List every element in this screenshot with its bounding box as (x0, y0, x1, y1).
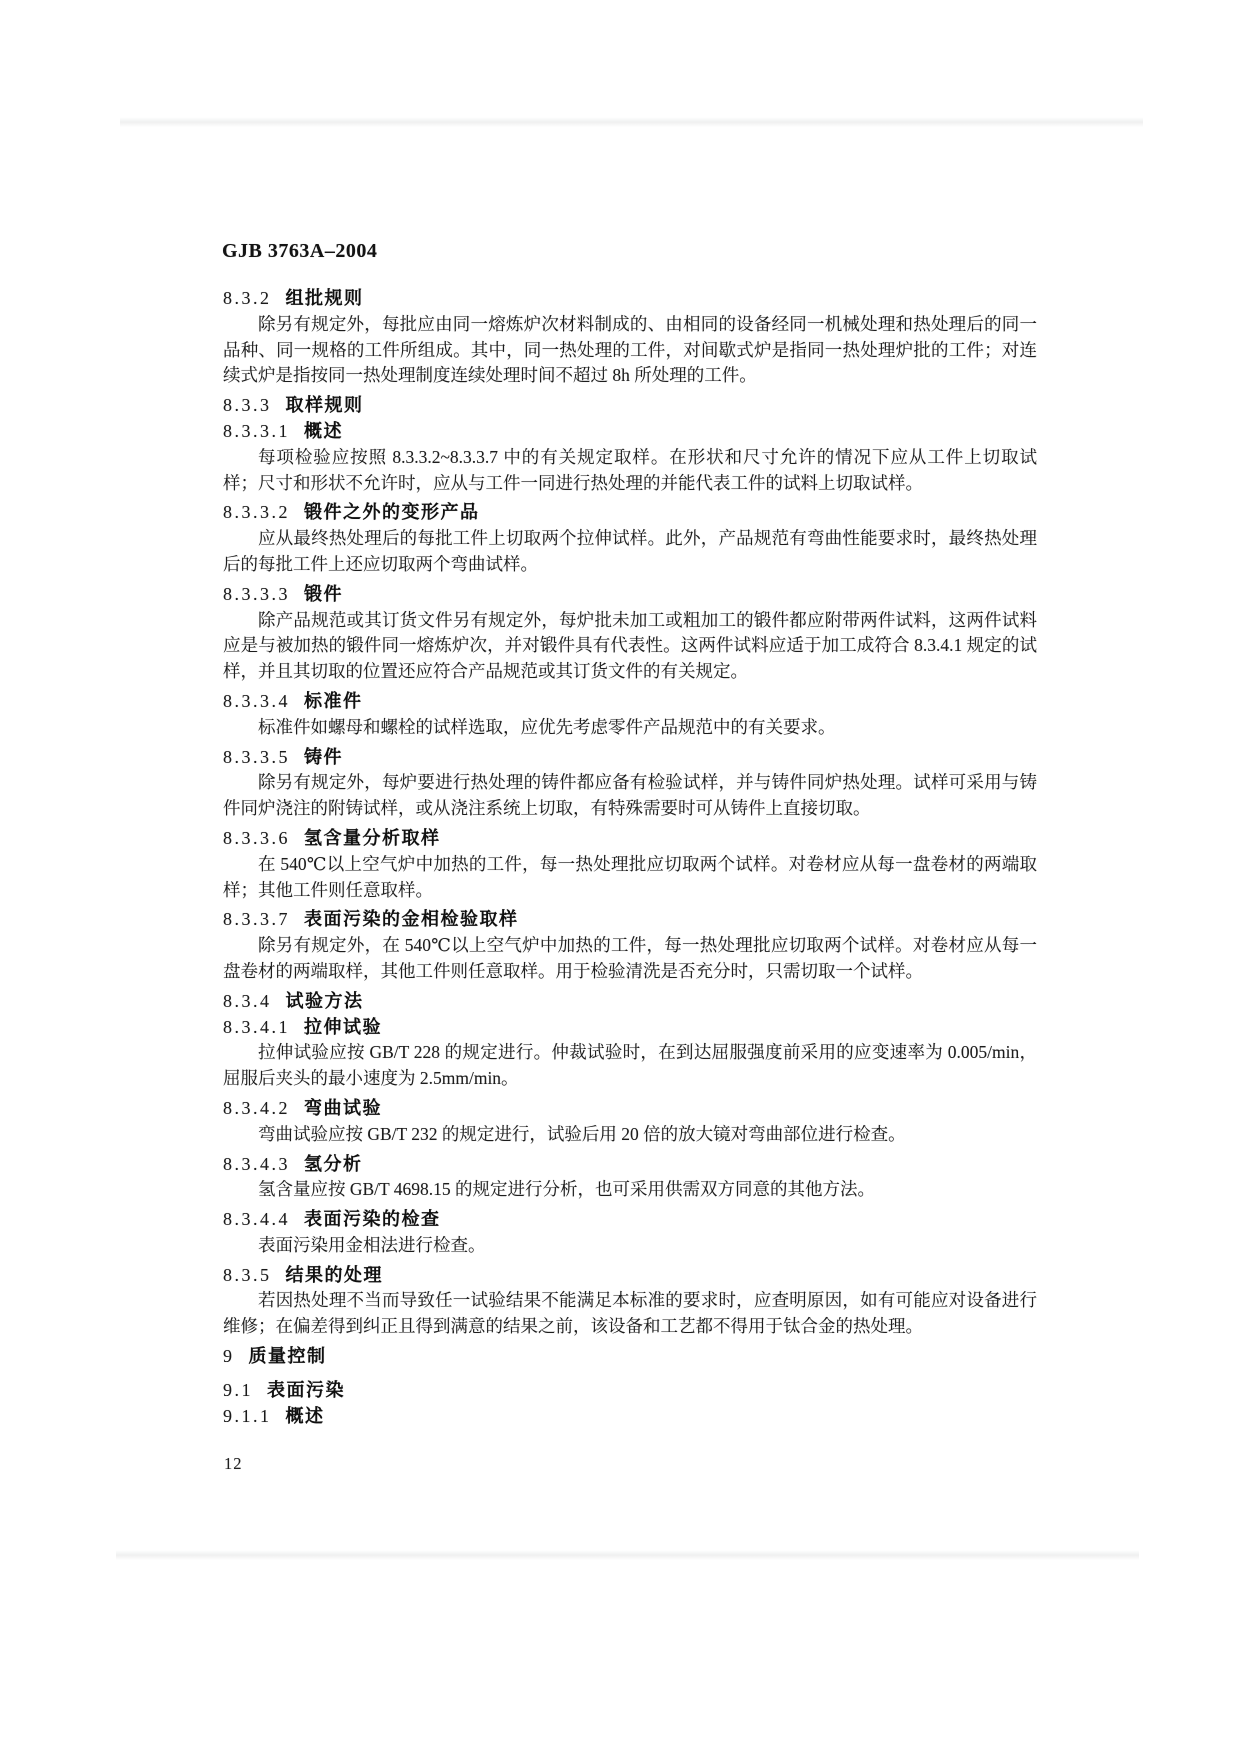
section-heading-8-3-4-4 (223, 1207, 1037, 1233)
section-heading-8-3-3-5 (223, 745, 1037, 771)
body-paragraph: 除另有规定外，每炉要进行热处理的铸件都应备有检验试样，并与铸件同炉热处理。试样可采用与铸件同炉浇注的附铸试样，或从浇注系统上切取，有特殊需要时可从铸件上直接切取。 (223, 772, 1037, 819)
section-heading-8-3-4-3 (223, 1152, 1037, 1178)
section-heading-9-1 (223, 1378, 1037, 1404)
section-heading-8-3-3-3 (223, 582, 1037, 608)
heading-number: 8.3.4.2 (223, 1097, 290, 1118)
section-heading-8-3-3-1 (223, 419, 1037, 445)
section-heading-8-3-2 (223, 286, 1037, 312)
heading-number: 8.3.3.4 (223, 690, 290, 711)
heading-title: 标准件 (304, 690, 363, 711)
body-paragraph: 若因热处理不当而导致任一试验结果不能满足本标准的要求时，应查明原因，如有可能应对设备进行维修；在偏差得到纠正且得到满意的结果之前，该设备和工艺都不得用于钛合金的热处理。 (223, 1290, 1037, 1337)
heading-title: 锻件之外的变形产品 (304, 502, 480, 523)
standard-number-header: GJB 3763A–2004 (222, 240, 378, 262)
heading-number: 8.3.2 (223, 288, 272, 308)
heading-title: 表面污染的金相检验取样 (304, 909, 519, 930)
section-heading-8-3-4-1 (223, 1015, 1037, 1041)
body-paragraph: 在 540℃以上空气炉中加热的工件，每一热处理批应切取两个试样。对卷材应从每一盘卷材的两端取样；其他工件则任意取样。 (223, 853, 1037, 900)
body-paragraph: 每项检验应按照 8.3.3.2~8.3.3.7 中的有关规定取样。在形状和尺寸允许的情况下应从工件上切取试样；尺寸和形状不允许时，应从与工件一同进行热处理的并能代表工件的试料上切取试样。 (223, 446, 1037, 493)
section-heading-8-3-5 (223, 1263, 1037, 1289)
body-paragraph: 应从最终热处理后的每批工件上切取两个拉伸试样。此外，产品规范有弯曲性能要求时，最终热处理后的每批工件上还应切取两个弯曲试样。 (223, 528, 1037, 574)
body-paragraph: 氢含量应按 GB/T 4698.15 的规定进行分析，也可采用供需双方同意的其他方法。 (258, 1179, 876, 1200)
heading-number: 8.3.3.1 (223, 420, 290, 441)
section-heading-8-3-3-2 (223, 500, 1037, 526)
heading-title: 概述 (285, 1405, 325, 1426)
heading-title: 结果的处理 (285, 1264, 383, 1285)
heading-number: 8.3.3.6 (223, 827, 290, 848)
heading-number: 8.3.3.2 (223, 502, 290, 523)
body-paragraph: 除产品规范或其订货文件另有规定外，每炉批未加工或粗加工的锻件都应附带两件试料，这两件试料应是与被加热的锻件同一熔炼炉次，并对锻件具有代表性。这两件试料应适于加工成符合 8.3.4.1 规定的试样，并且其切取的位置还应符合产品规范或其订货文件的有关规定。 (223, 609, 1037, 682)
body-paragraph: 表面污染用金相法进行检查。 (258, 1234, 486, 1255)
heading-number: 8.3.4.1 (223, 1016, 290, 1037)
section-heading-8-3-3 (223, 393, 1037, 419)
section-heading-8-3-3-6 (223, 826, 1037, 852)
section-heading-8-3-3-4 (223, 689, 1037, 715)
heading-number: 9.1 (223, 1379, 253, 1400)
body-paragraph: 弯曲试验应按 GB/T 232 的规定进行，试验后用 20 倍的放大镜对弯曲部位进行检查。 (258, 1123, 906, 1144)
heading-title: 氢分析 (304, 1153, 363, 1174)
heading-title: 拉伸试验 (304, 1016, 382, 1037)
heading-title: 氢含量分析取样 (304, 827, 441, 848)
heading-title: 试验方法 (285, 990, 364, 1011)
section-heading-8-3-4-2 (223, 1096, 1037, 1122)
heading-number: 8.3.3.7 (223, 909, 290, 930)
heading-number: 8.3.5 (223, 1264, 272, 1285)
heading-number: 8.3.3 (223, 395, 272, 416)
heading-number: 8.3.4.3 (223, 1153, 290, 1174)
heading-number: 8.3.4 (223, 990, 272, 1011)
heading-title: 组批规则 (285, 288, 364, 308)
body-paragraph: 除另有规定外，每批应由同一熔炼炉次材料制成的、由相同的设备经同一机械处理和热处理后的同一品种、同一规格的工件所组成。其中，同一热处理的工件，对间歇式炉是指同一热处理炉批的工件；对连续式炉是指按同一热处理制度连续处理时间不超过 8h 所处理的工件。 (223, 313, 1037, 386)
heading-title: 锻件 (304, 583, 343, 604)
page-number: 12 (224, 1454, 243, 1473)
body-paragraph: 除另有规定外，在 540℃以上空气炉中加热的工件，每一热处理批应切取两个试样。对卷材应从每一盘卷材的两端取样，其他工件则任意取样。用于检验清洗是否充分时，只需切取一个试样。 (223, 935, 1037, 981)
heading-number: 9 (223, 1346, 235, 1367)
body-paragraph: 拉伸试验应按 GB/T 228 的规定进行。仲裁试验时，在到达屈服强度前采用的应变速率为 0.005/min，屈服后夹头的最小速度为 2.5mm/min。 (223, 1042, 1037, 1089)
heading-number: 8.3.4.4 (223, 1209, 290, 1230)
heading-title: 取样规则 (285, 395, 364, 416)
heading-title: 概述 (304, 420, 343, 441)
heading-title: 表面污染的检查 (304, 1209, 441, 1230)
section-heading-9 (223, 1344, 1037, 1370)
heading-title: 铸件 (304, 746, 343, 767)
section-heading-9-1-1 (223, 1404, 1037, 1430)
section-heading-8-3-4 (223, 989, 1037, 1015)
document-body (223, 286, 1037, 1429)
section-heading-8-3-3-7 (223, 907, 1037, 933)
body-paragraph: 标准件如螺母和螺栓的试样选取，应优先考虑零件产品规范中的有关要求。 (258, 716, 836, 737)
page-edge-shadow-top (120, 117, 1143, 127)
page-edge-shadow-bottom (116, 1550, 1139, 1560)
heading-title: 质量控制 (248, 1346, 327, 1367)
heading-title: 弯曲试验 (304, 1097, 382, 1118)
heading-title: 表面污染 (267, 1379, 345, 1400)
heading-number: 8.3.3.3 (223, 583, 290, 604)
heading-number: 8.3.3.5 (223, 746, 290, 767)
heading-number: 9.1.1 (223, 1405, 272, 1426)
